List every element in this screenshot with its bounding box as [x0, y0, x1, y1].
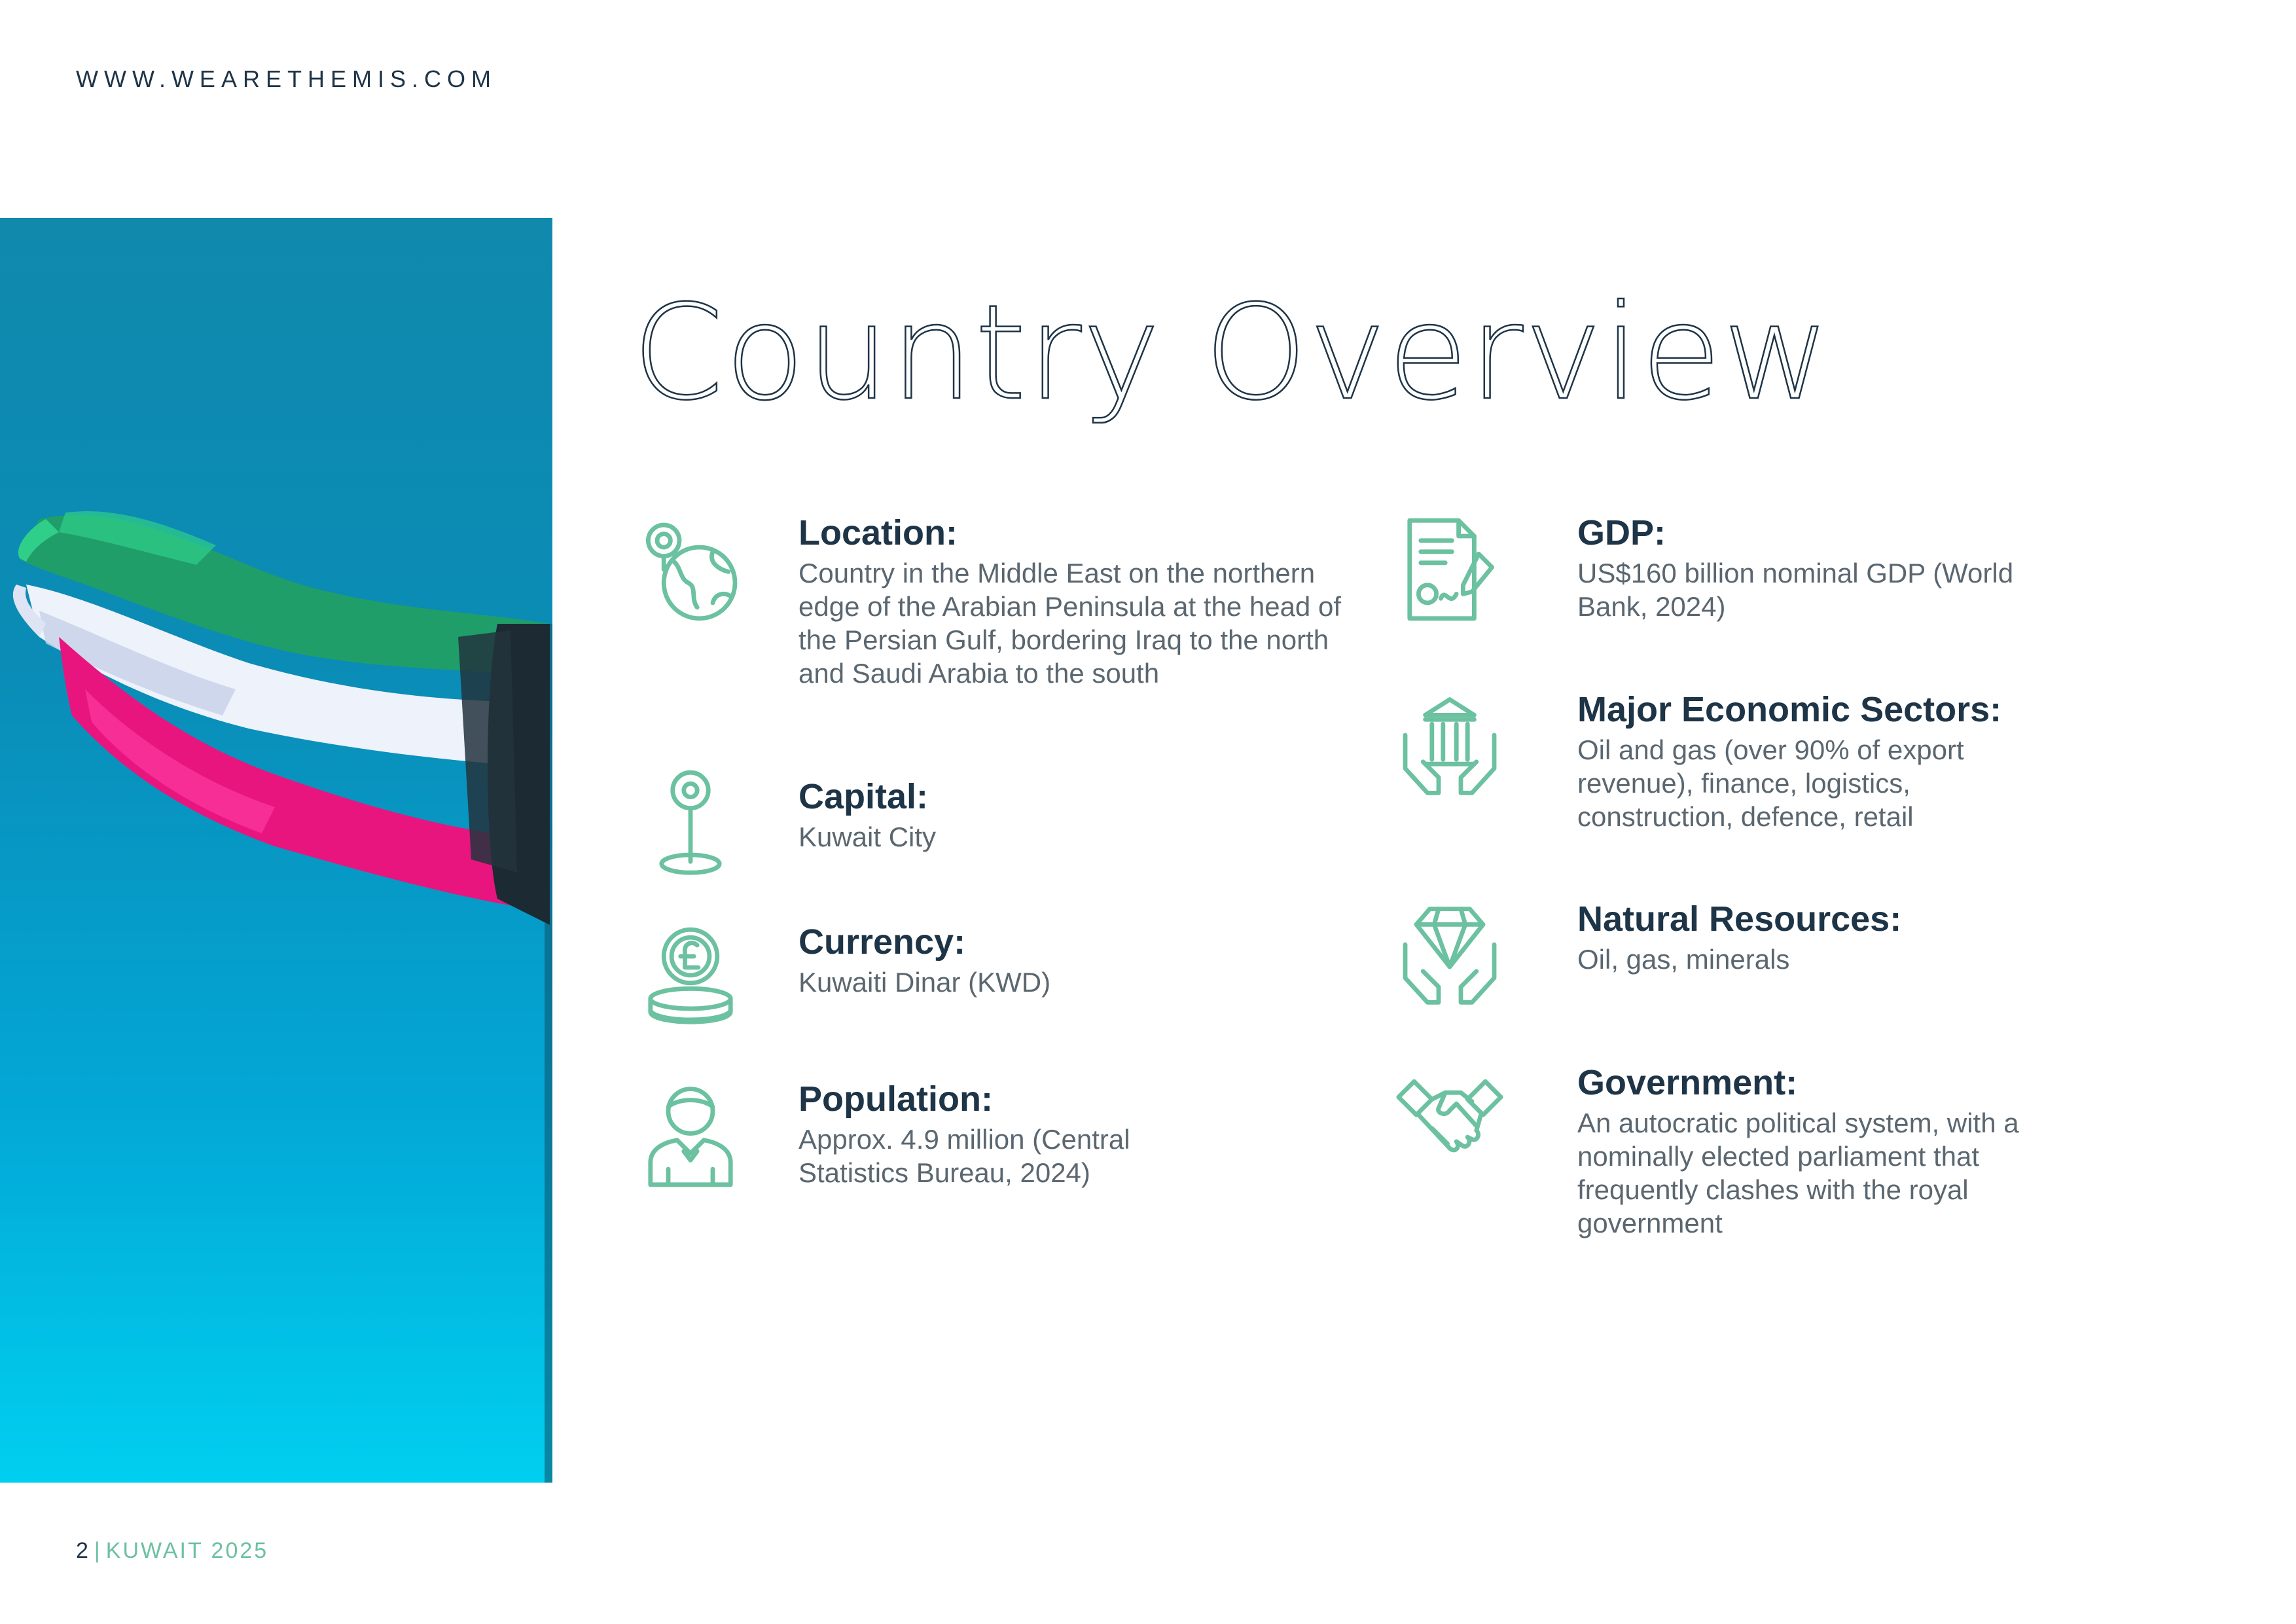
handshake-icon [1394, 1064, 1505, 1175]
location-value: Country in the Middle East on the northern edge of the Arabian Peninsula at the head of the Persian Gulf, bordering Iraq to the north and Saudi Arabia to the south [798, 558, 1341, 689]
diamond-in-hands-icon [1394, 900, 1505, 1011]
certificate-document-icon [1394, 514, 1505, 625]
footer-separator: | [94, 1538, 102, 1563]
currency-label: Currency: [798, 922, 966, 962]
document-label: KUWAIT 2025 [105, 1538, 269, 1563]
resources-label: Natural Resources: [1577, 899, 1902, 939]
gdp-label: GDP: [1577, 513, 1666, 552]
gdp-value: US$160 billion nominal GDP (World Bank, 2024) [1577, 558, 2014, 622]
sectors-label: Major Economic Sectors: [1577, 690, 2002, 729]
location-label: Location: [798, 513, 958, 552]
person-icon [635, 1080, 746, 1191]
bank-in-hands-icon [1394, 691, 1505, 802]
page-number: 2 [76, 1538, 90, 1563]
population-value: Approx. 4.9 million (Central Statistics Bureau, 2024) [798, 1124, 1130, 1188]
page-title: Country Overview [632, 277, 1831, 429]
resources-value: Oil, gas, minerals [1577, 944, 1790, 975]
government-label: Government: [1577, 1063, 1798, 1102]
site-url[interactable]: WWW.WEARETHEMIS.COM [76, 65, 497, 92]
coin-stack-icon [635, 923, 746, 1034]
map-pin-icon [635, 766, 746, 877]
capital-value: Kuwait City [798, 821, 937, 852]
population-label: Population: [798, 1079, 993, 1119]
globe-pin-icon [635, 514, 746, 625]
page-footer [76, 1538, 268, 1564]
capital-label: Capital: [798, 777, 929, 816]
government-value: An autocratic political system, with a nominally elected parliament that frequently clashes with the royal government [1577, 1108, 2019, 1238]
currency-value: Kuwaiti Dinar (KWD) [798, 967, 1051, 998]
kuwait-flag-image [0, 218, 552, 1483]
kuwait-flag-photo [0, 218, 552, 1483]
sectors-value: Oil and gas (over 90% of export revenue), finance, logistics, construction, defence, retail [1577, 734, 1964, 832]
